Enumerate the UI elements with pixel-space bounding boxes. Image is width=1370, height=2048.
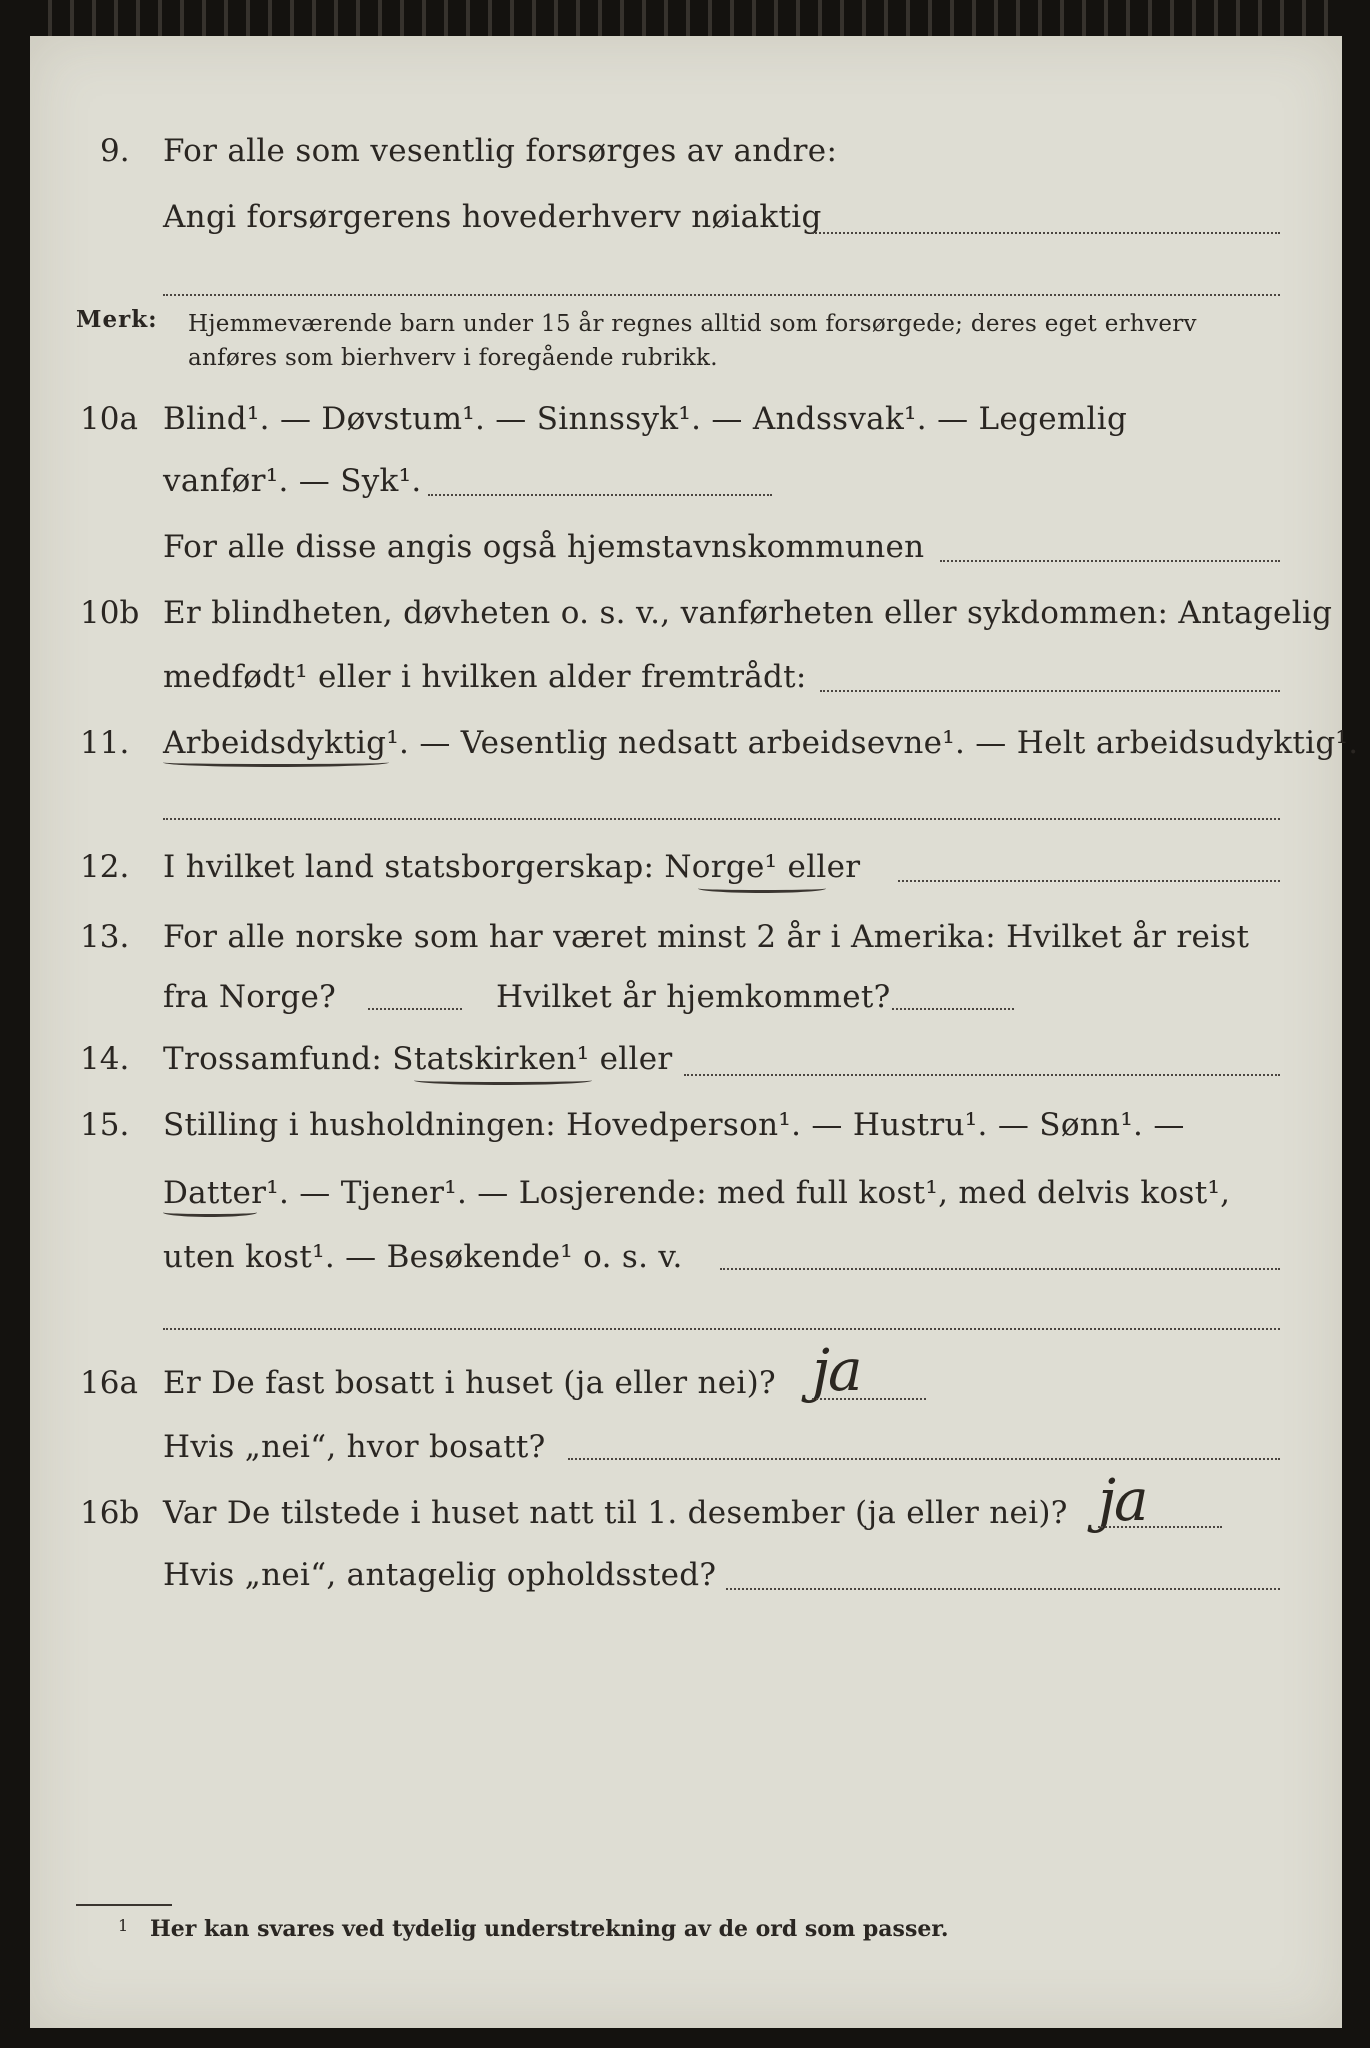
- q16a-answer-line[interactable]: [812, 1398, 926, 1400]
- q13-line1: For alle norske som har været minst 2 år i Amerika: Hvilket år reist: [163, 919, 1250, 955]
- footnote-text: Her kan svares ved tydelig understrekning av de ord som passer.: [150, 1916, 949, 1942]
- q9-answer-line-2[interactable]: [163, 294, 1280, 296]
- q15-line1: Stilling i husholdningen: Hovedperson¹. — Hustru¹. — Sønn¹. —: [163, 1107, 1185, 1143]
- q15-answer-line-2[interactable]: [163, 1328, 1280, 1330]
- q13-line2b: Hvilket år hjemkommet?: [496, 979, 891, 1015]
- q9-answer-line[interactable]: [812, 232, 1280, 234]
- q16b-number: 16b: [80, 1495, 140, 1531]
- footnote-rule: [76, 1904, 172, 1906]
- q15-line2: Datter¹. — Tjener¹. — Losjerende: med full kost¹, med delvis kost¹,: [163, 1175, 1231, 1211]
- q12-answer-line[interactable]: [898, 880, 1280, 882]
- q16b-handwritten-answer: ja: [1098, 1466, 1147, 1534]
- q10b-line2: medfødt¹ eller i hvilken alder fremtrådt:: [163, 659, 807, 695]
- q16b-line2: Hvis „nei“, antagelig opholdssted?: [163, 1557, 717, 1593]
- q14-answer-line[interactable]: [684, 1074, 1280, 1076]
- q14-number: 14.: [80, 1041, 130, 1077]
- q12-line1: I hvilket land statsborgerskap: Norge¹ eller: [163, 849, 861, 885]
- q9-line2: Angi forsørgerens hovederhverv nøiaktig: [163, 199, 822, 235]
- q16b-answer-line[interactable]: [1098, 1526, 1222, 1528]
- q13-departure-line[interactable]: [368, 1008, 462, 1010]
- q16a-line2: Hvis „nei“, hvor bosatt?: [163, 1429, 546, 1465]
- q15-handwritten-underline: [163, 1208, 257, 1217]
- q10b-answer-line[interactable]: [820, 690, 1280, 692]
- q13-return-line[interactable]: [892, 1008, 1014, 1010]
- q16a-handwritten-answer: ja: [812, 1336, 861, 1404]
- q15-line3: uten kost¹. — Besøkende¹ o. s. v.: [163, 1239, 683, 1275]
- q10a-hometown-line[interactable]: [940, 560, 1280, 562]
- q15-answer-line[interactable]: [720, 1268, 1280, 1270]
- q11-handwritten-underline: [163, 758, 389, 767]
- merk-label: Merk:: [76, 306, 158, 333]
- q12-number: 12.: [80, 849, 130, 885]
- q16a-line1: Er De fast bosatt i huset (ja eller nei)?: [163, 1365, 776, 1401]
- q13-line2a: fra Norge?: [163, 979, 337, 1015]
- q10b-line1: Er blindheten, døvheten o. s. v., vanførheten eller sykdommen: Antagelig: [163, 595, 1333, 631]
- q15-number: 15.: [80, 1107, 130, 1143]
- q10a-line2: vanfør¹. — Syk¹.: [163, 463, 422, 499]
- q16a-residence-line[interactable]: [568, 1458, 1280, 1460]
- q10a-line3: For alle disse angis også hjemstavnskommunen: [163, 529, 925, 565]
- q10a-number: 10a: [80, 401, 138, 437]
- scan-top-edge: [30, 0, 1342, 36]
- q10b-number: 10b: [80, 595, 140, 631]
- q14-handwritten-underline: [414, 1076, 592, 1085]
- q13-number: 13.: [80, 919, 130, 955]
- merk-line1: Hjemmeværende barn under 15 år regnes alltid som forsørgede; deres eget erhverv: [188, 311, 1197, 337]
- q12-handwritten-underline: [698, 884, 826, 893]
- q16b-line1: Var De tilstede i huset natt til 1. desember (ja eller nei)?: [163, 1495, 1068, 1531]
- q9-line1: For alle som vesentlig forsørges av andre:: [163, 133, 838, 169]
- q9-number: 9.: [100, 133, 130, 169]
- q10a-line1: Blind¹. — Døvstum¹. — Sinnssyk¹. — Andssvak¹. — Legemlig: [163, 401, 1128, 437]
- q11-number: 11.: [80, 725, 130, 761]
- q16b-location-line[interactable]: [726, 1588, 1280, 1590]
- q16a-number: 16a: [80, 1365, 138, 1401]
- q10a-answer-line[interactable]: [428, 494, 772, 496]
- q11-line1: Arbeidsdyktig¹. — Vesentlig nedsatt arbeidsevne¹. — Helt arbeidsudyktig¹.: [163, 725, 1359, 761]
- q11-answer-line[interactable]: [163, 818, 1280, 820]
- q14-line1: Trossamfund: Statskirken¹ eller: [163, 1041, 673, 1077]
- merk-line2: anføres som bierhverv i foregående rubrikk.: [188, 345, 718, 371]
- footnote-marker: 1: [118, 1916, 129, 1935]
